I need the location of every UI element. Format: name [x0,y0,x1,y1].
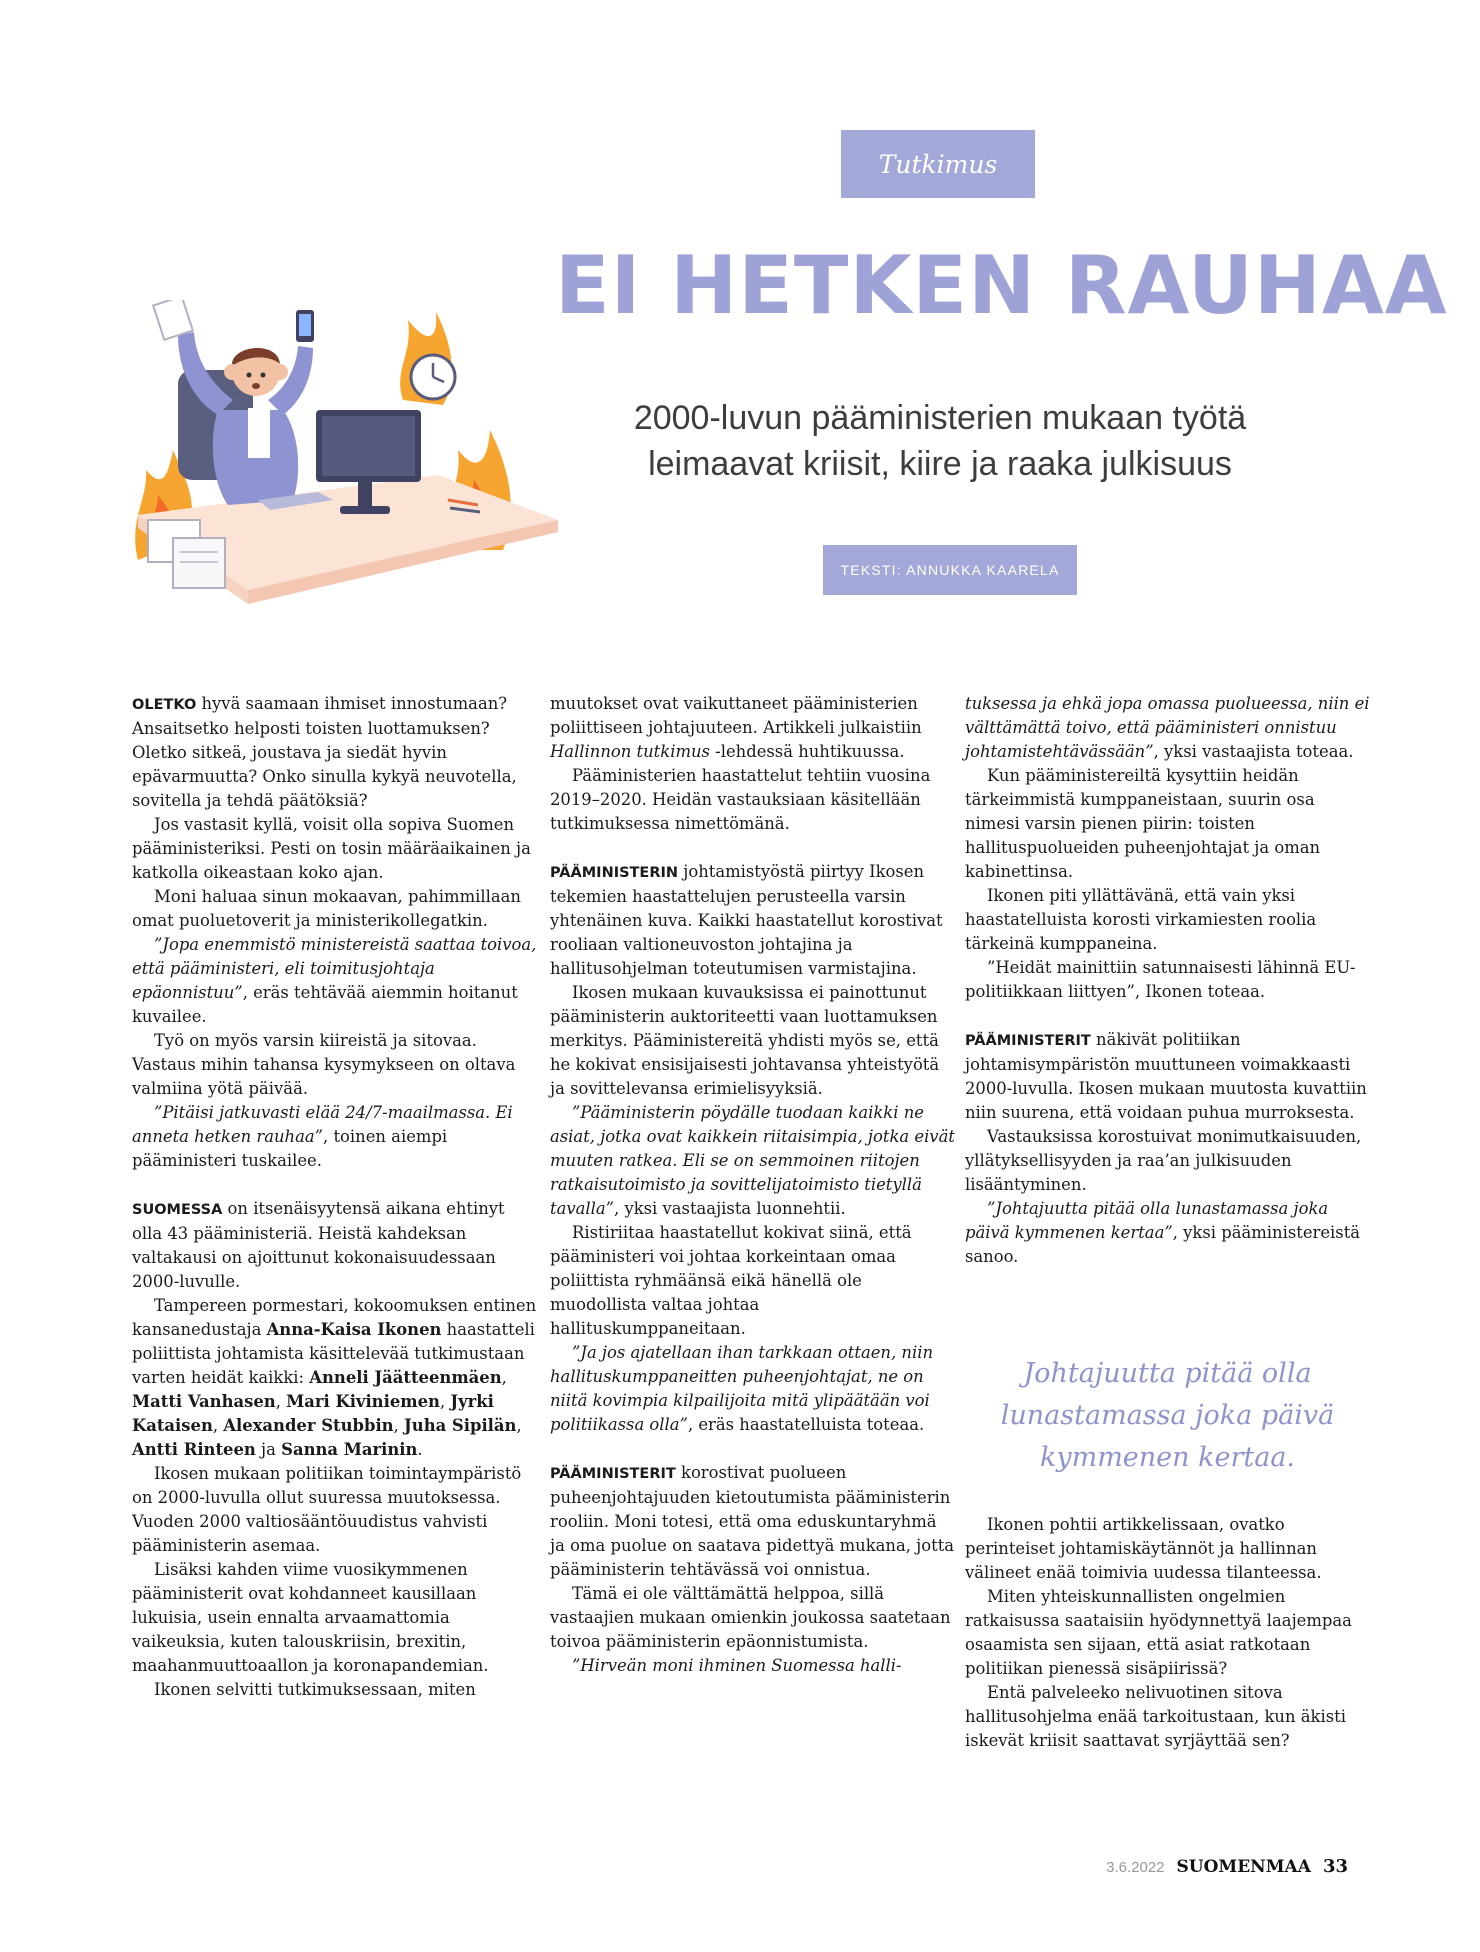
section-tag: Tutkimus [841,130,1035,198]
paragraph [132,1197,537,1294]
person-name: Mari Kiviniemen [286,1392,440,1411]
paragraph: Ikonen piti yllättävänä, että vain yksi haastatelluista korosti virkamiesten roolia tärkeinä kumppaneina. [965,886,1317,953]
stressed-worker-illustration [118,300,558,640]
paragraph-text: , yksi pääministereistä sanoo. [965,1223,1361,1266]
paragraph: Tämä ei ole välttämättä helppoa, sillä vastaajien mukaan omienkin joukossa saatetaan toivoa pääministerin epäonnistumista. [550,1584,951,1651]
paragraph [550,1461,955,1582]
paragraph [965,692,1370,764]
paragraph-text: näkivät politiikan johtamisympäristön muuttuneen voimakkaasti 2000-luvulla. Ikosen mukaan muutosta kuvattiin niin suurena, että voidaan puhua murroksesta. [965,1030,1367,1122]
paragraph-text: Tampereen pormestari, kokoomuksen entinen kansanedustaja [132,1296,537,1339]
paragraph [132,692,537,813]
paragraph-text: , eräs haastatelluista toteaa. [687,1415,925,1434]
paragraph: Ikosen mukaan kuvauksissa ei painottunut pääministerin auktoriteetti vaan luottamuksen merkitys. Pääministereitä yhdisti myös se, että he kokivat ensisijaisesti johtavansa yhteistyötä ja sovittelevansa erimielisyyksiä. [550,983,940,1098]
paragraph: ”Heidät mainittiin satunnaisesti lähinnä EU-politiikkaan liittyen”, Ikonen toteaa. [965,958,1356,1001]
person-name: Jyrki Kataisen [132,1392,494,1435]
paragraph [965,1028,1370,1125]
paragraph [550,860,955,981]
paragraph-text: hyvä saamaan ihmiset innostumaan? Ansaitsetko helposti toisten luottamuksen? Oletko sitkeä, joustava ja siedät hyvin epävarmuutta? Onko sinulla kykyä neuvotella, sovitella ja tehdä päätöksiä? [132,694,517,810]
byline: TEKSTI: ANNUKKA KAARELA [823,545,1077,595]
separator: , [516,1416,522,1435]
person-name: Anneli Jäätteenmäen [309,1368,502,1387]
separator: , [439,1392,451,1411]
paragraph [132,1294,537,1462]
quote: ”Johtajuutta pitää olla lunastamassa joka päivä kymmenen kertaa” [965,1199,1329,1242]
person-name: Antti Rinteen [132,1440,256,1459]
text-column-3 [965,692,1370,1269]
subtitle [600,395,1280,487]
separator: , [275,1392,287,1411]
lead-word: SUOMESSA [132,1202,223,1218]
subtitle-line: 2000-luvun pääministerien mukaan työtä [633,399,1247,437]
page-number: 33 [1322,1856,1348,1877]
person-name: Sanna Marinin [281,1440,418,1459]
separator: , [501,1368,507,1387]
paragraph [132,1101,537,1173]
magazine-name: SUOMENMAA [1176,1857,1311,1877]
lead-word: PÄÄMINISTERIT [965,1033,1091,1049]
quote: tuksessa ja ehkä jopa omassa puolueessa, niin ei välttämättä toivo, että pääministeri onnistuu johtamistehtävässään” [965,694,1370,761]
paragraph-text: , eräs tehtävää aiemmin hoitanut kuvailee. [132,983,518,1026]
paragraph-text: , yksi vastaajista toteaa. [1153,742,1354,761]
paragraph-text: korostivat puolueen puheenjohtajuuden kietoutumista pääministerin rooliin. Moni totesi, että oma eduskuntaryhmä ja oma puolue on saatava pidettyä mukana, jotta pääministerin tehtävässä voi onnistua. [550,1463,955,1579]
paragraph [965,1197,1370,1269]
text-column-2 [550,692,955,1678]
paragraph: Ristiriitaa haastatellut kokivat siinä, että pääministeri voi johtaa korkeintaan omaa poliittista ryhmäänsä eikä hänellä ole muodollista valtaa johtaa hallituskumppaneitaan. [550,1223,912,1338]
lead-word: OLETKO [132,697,197,713]
lead-word: PÄÄMINISTERIN [550,865,679,881]
paragraph: Työ on myös varsin kiireistä ja sitovaa. Vastaus mihin tahansa kysymykseen on oltava valmiina yötä päivää. [132,1031,516,1098]
text-column-3-continued [965,1513,1370,1753]
pull-quote-line: kymmenen kertaa. [1039,1442,1295,1473]
paragraph-text: -lehdessä huhtikuussa. [709,742,905,761]
paragraph [550,692,955,764]
separator: , [212,1416,224,1435]
paragraph [550,1341,955,1437]
quote: ”Hirveän moni ihminen Suomessa halli- [572,1656,902,1675]
paragraph: Pääministerien haastattelut tehtiin vuosina 2019–2020. Heidän vastauksiaan käsitellään tutkimuksessa nimettömänä. [550,766,931,833]
quote: ”Jopa enemmistö ministereistä saattaa toivoa, että pääministeri, eli toimitusjohtaja epäonnistuu” [132,935,537,1002]
pull-quote-line: lunastamassa joka päivä [1000,1400,1335,1431]
paragraph: Ikonen pohtii artikkelissaan, ovatko perinteiset johtamiskäytännöt ja hallinnan välineet enää toimivia uudessa tilanteessa. [965,1515,1322,1582]
paragraph-text: johtamistyöstä piirtyy Ikosen tekemien haastattelujen perusteella varsin yhtenäinen kuva. Kaikki haastatellut korostivat rooliaan valtioneuvoston johtajina ja hallitusohjelman toteutumisen varmistajina. [550,862,943,978]
person-name: Juha Sipilän [404,1416,517,1435]
pull-quote-line: Johtajuutta pitää olla [1023,1358,1312,1389]
paragraph: Ikosen mukaan politiikan toimintaympäristö on 2000-luvulla ollut suuressa muutoksessa. Vuoden 2000 valtiosääntöuudistus vahvisti pääministerin asemaa. [132,1464,522,1555]
paragraph: Ikonen selvitti tutkimuksessaan, miten [154,1680,476,1699]
quote: ”Pitäisi jatkuvasti elää 24/7-maailmassa. Ei anneta hetken rauhaa” [132,1103,513,1146]
subtitle-line: leimaavat kriisit, kiire ja raaka julkisuus [648,445,1232,483]
paragraph-text: muutokset ovat vaikuttaneet pääministerien poliittiseen johtajuuteen. Artikkeli julkaistiin [550,694,922,737]
page-title: EI HETKEN RAUHAA [555,239,1448,332]
separator: ja [255,1440,282,1459]
paragraph: Jos vastasit kyllä, voisit olla sopiva Suomen pääministeriksi. Pesti on tosin määräaikainen ja katkolla oikeastaan koko ajan. [132,815,531,882]
paragraph: Moni haluaa sinun mokaavan, pahimmillaan omat puoluetoverit ja ministerikollegatkin. [132,887,521,930]
quote: ”Ja jos ajatellaan ihan tarkkaan ottaen, niin hallituskumppaneitten puheenjohtajat, ne on niitä kovimpia kilpailijoita mitä ylipäätään voi politiikassa olla” [550,1343,934,1434]
person-name: Anna-Kaisa Ikonen [266,1320,442,1339]
person-name: Alexander Stubbin [223,1416,394,1435]
text-column-1 [132,692,537,1702]
paragraph: Lisäksi kahden viime vuosikymmenen pääministerit ovat kohdanneet kausillaan lukuisia, usein ennalta arvaamattomia vaikeuksia, kuten talouskriisin, brexitin, maahanmuuttoaallon ja koronapandemian. [132,1560,489,1675]
paragraph-text: haastatteli poliittista johtamista käsittelevää tutkimustaan varten heidät kaikki: [132,1320,535,1387]
paragraph-text: , yksi vastaajista luonnehtii. [614,1199,846,1218]
paragraph: Miten yhteiskunnallisten ongelmien ratkaisussa saataisiin hyödynnettyä laajempaa osaamista sen sijaan, että asiat ratkotaan politiikan pienessä sisäpiirissä? [965,1587,1352,1678]
separator: . [417,1440,423,1459]
paragraph: Vastauksissa korostuivat monimutkaisuuden, yllätyksellisyyden ja raa’an julkisuuden lisääntyminen. [965,1127,1362,1194]
paragraph-text: on itsenäisyytensä aikana ehtinyt olla 43 pääministeriä. Heistä kahdeksan valtakausi on ajoittunut kokonaisuudessaan 2000-luvulle. [132,1199,505,1291]
paragraph [550,1101,955,1221]
separator: , [393,1416,405,1435]
lead-word: PÄÄMINISTERIT [550,1466,676,1482]
paragraph-text: , toinen aiempi pääministeri tuskailee. [132,1127,448,1170]
quote: ”Pääministerin pöydälle tuodaan kaikki ne asiat, jotka ovat kaikkein riitaisimpia, jotka eivät muuten ratkea. Eli se on semmoinen riitojen ratkaisutoimisto ja sovittelijatoimisto tietyllä tavalla” [550,1103,955,1218]
paragraph: Kun pääministereiltä kysyttiin heidän tärkeimmistä kumppaneistaan, suurin osa nimesi varsin pienen piirin: toisten hallituspuolueiden puheenjohtajat ja oman kabinettinsa. [965,766,1321,881]
paragraph: Entä palveleeko nelivuotinen sitova hallitusohjelma enää tarkoitustaan, kun äkisti iskevät kriisit saattavat syrjäyttää sen? [965,1683,1346,1750]
pull-quote [965,1353,1370,1479]
page-footer [1106,1856,1348,1877]
paragraph [550,1654,955,1678]
person-name: Matti Vanhasen [132,1392,276,1411]
paragraph [132,933,537,1029]
issue-date: 3.6.2022 [1106,1859,1165,1876]
journal-name: Hallinnon tutkimus [550,742,710,761]
